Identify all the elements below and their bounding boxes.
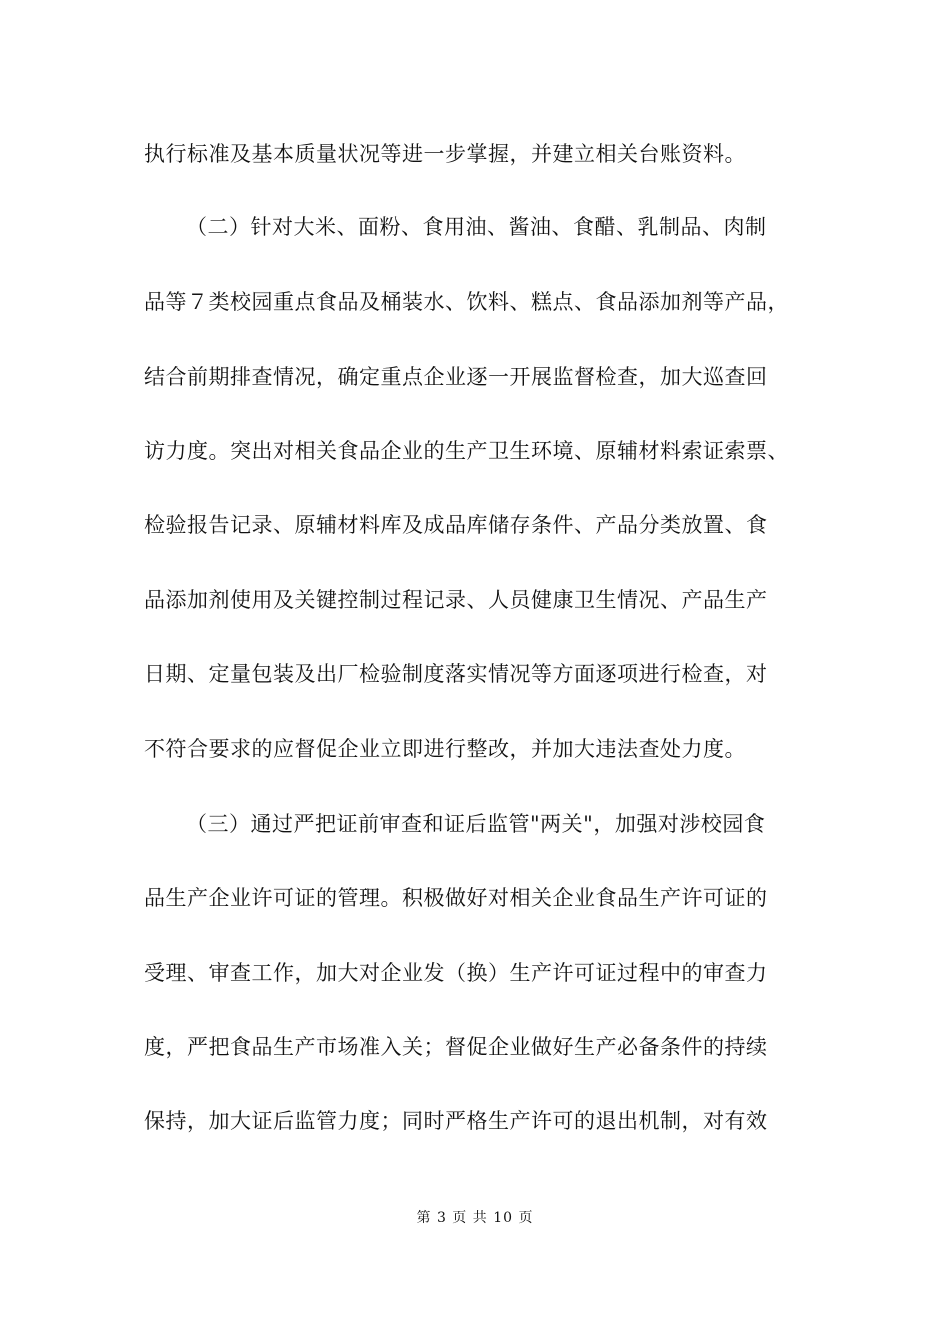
- text-line-13: 度，严把食品生产市场准入关；督促企业做好生产必备条件的持续: [144, 1035, 768, 1059]
- text-line-9: 不符合要求的应督促企业立即进行整改，并加大违法查处力度。: [144, 737, 746, 761]
- text-line-3: 品等７类校园重点食品及桶装水、饮料、糕点、食品添加剂等产品，: [144, 290, 789, 314]
- text-line-5: 访力度。突出对相关食品企业的生产卫生环境、原辅材料索证索票、: [144, 439, 789, 463]
- text-line-7: 品添加剂使用及关键控制过程记录、人员健康卫生情况、产品生产: [144, 588, 768, 612]
- text-line-12: 受理、审查工作，加大对企业发（换）生产许可证过程中的审查力: [144, 961, 768, 985]
- text-line-4: 结合前期排查情况，确定重点企业逐一开展监督检查，加大巡查回: [144, 365, 768, 389]
- text-line-6: 检验报告记录、原辅材料库及成品库储存条件、产品分类放置、食: [144, 513, 768, 537]
- text-line-2: （二）针对大米、面粉、食用油、酱油、食醋、乳制品、肉制: [186, 215, 767, 239]
- text-line-8: 日期、定量包装及出厂检验制度落实情况等方面逐项进行检查，对: [144, 662, 768, 686]
- text-line-10: （三）通过严把证前审查和证后监管"两关"，加强对涉校园食: [186, 812, 766, 836]
- text-line-11: 品生产企业许可证的管理。积极做好对相关企业食品生产许可证的: [144, 886, 768, 910]
- page-number-footer: 第 3 页 共 10 页: [416, 1210, 534, 1226]
- text-line-1: 执行标准及基本质量状况等进一步掌握，并建立相关台账资料。: [144, 142, 746, 166]
- text-line-14: 保持，加大证后监管力度；同时严格生产许可的退出机制，对有效: [144, 1109, 768, 1133]
